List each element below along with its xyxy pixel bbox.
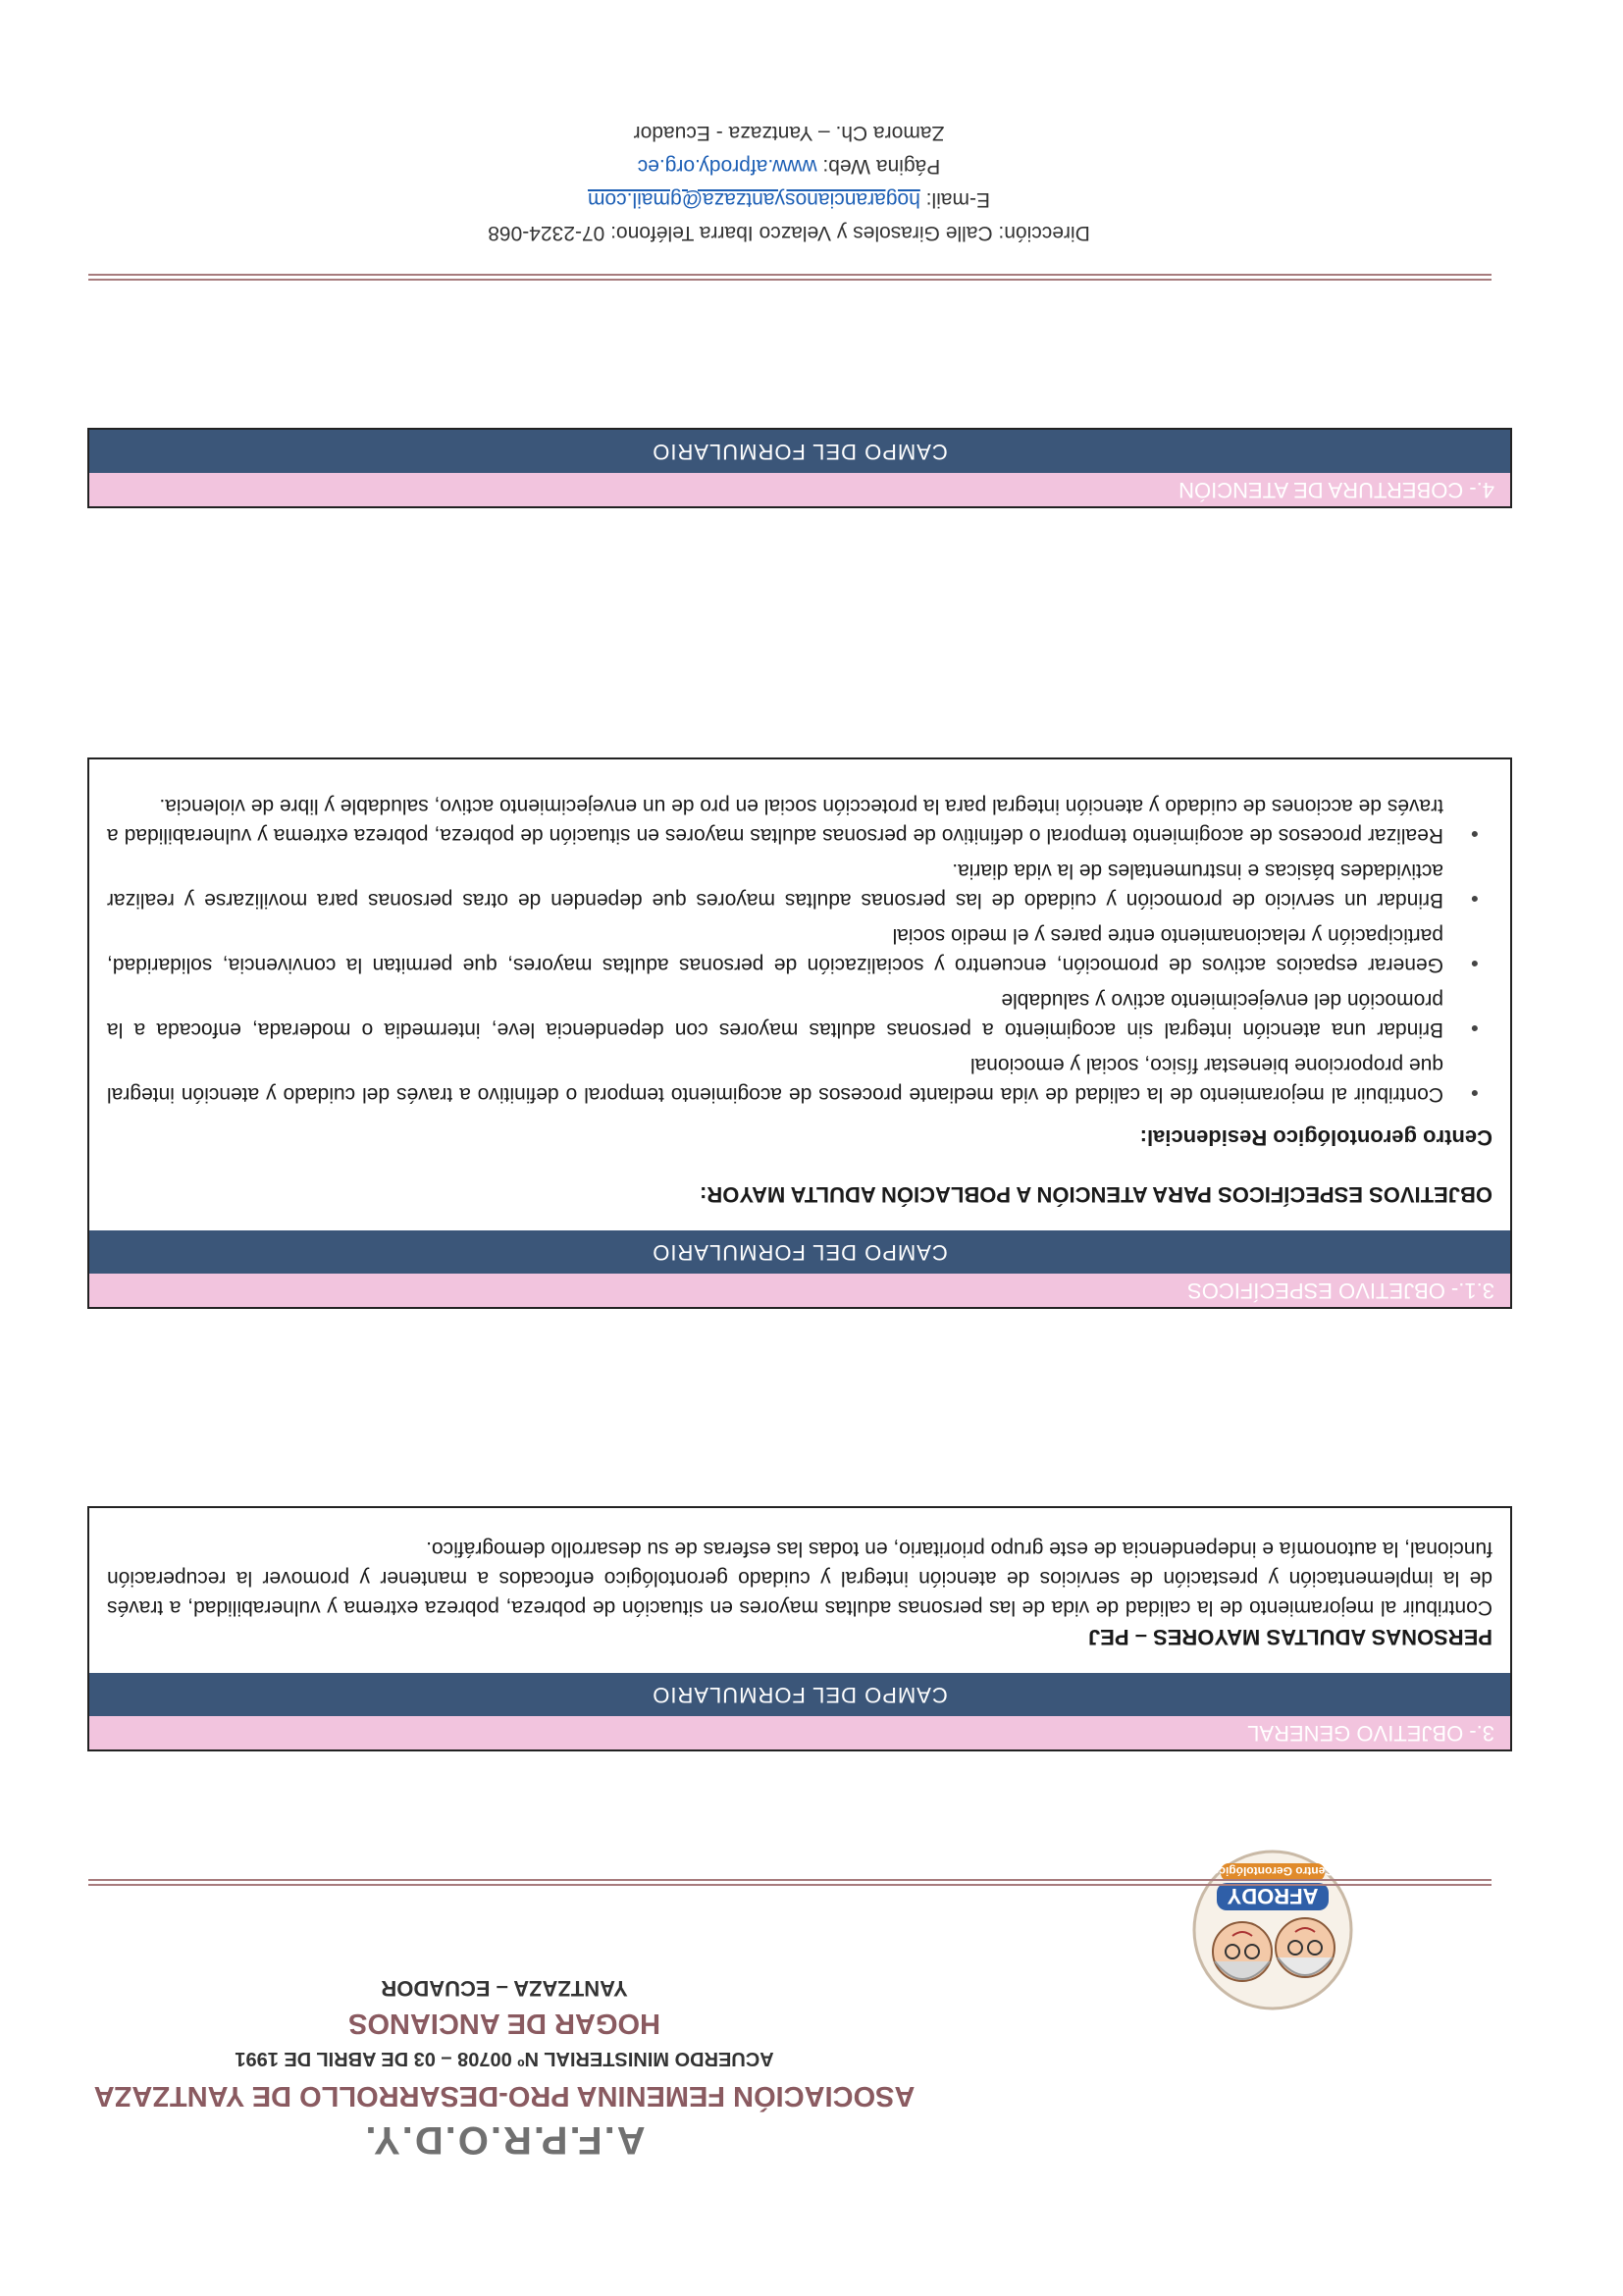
form-field-bar: CAMPO DEL FORMULARIO [89,1673,1510,1716]
association-name: ASOCIACIÓN FEMENINA PRO-DESARROLLO DE YANTZAZA [93,2080,916,2112]
header-divider [88,1879,1492,1886]
section-title: 3.- OBJETIVO GENERAL [89,1716,1510,1749]
web-label: Página Web: [816,155,941,178]
email-line [445,183,1132,216]
section-title: 4.- COBERTURA DE ATENCIÓN [89,473,1510,506]
form-field-bar: CAMPO DEL FORMULARIO [89,430,1510,473]
section-title: 3.1.- OBJETIVO ESPECÍFICOS [89,1274,1510,1307]
residential-center-heading: Centro gerontológico Residencial: [1139,1125,1492,1150]
section-objetivos-especificos [87,757,1512,1309]
home-name: HOGAR DE ANCIANOS [348,2008,660,2039]
logo-subtitle: Centro Gerontológico [1212,1864,1334,1878]
list-item: ● Generar espacios activos de promoción, encuentro y socialización de personas adultas mayores, que permitan la convivencia, solidaridad, participación y relacionamiento entre pares y el medio social [107,920,1443,979]
footer-divider [88,274,1492,281]
letterhead [78,1975,931,2162]
section-body [89,759,1510,1230]
list-item: ● Brindar una atención integral sin acogimiento a personas adultas mayores con dependencia leve, intermedia o moderada, enfocada a la promoción del envejecimiento activo y saludable [107,985,1443,1044]
org-initials: A.F.P.R.O.D.Y. [363,2118,646,2162]
city: Zamora Ch. – Yantzaza - Ecuador [633,122,945,144]
email-link[interactable]: hogarancianosyantzaza@gmail.com [587,188,920,211]
specific-objectives-heading: OBJETIVOS ESPECÍFICOS PARA ATENCIÓN A POBLACIÓN ADULTA MAYOR: [700,1182,1492,1207]
section-objetivo-general [87,1506,1512,1751]
location: YANTZAZA – ECUADOR [381,1976,628,2001]
footer [445,116,1132,249]
section-cobertura [87,428,1512,508]
email-label: E-mail: [919,188,991,211]
list-item: ● Brindar un servicio de promoción y cuidado de las personas adultas mayores que dependen de otras personas para movilizarse y realizar actividades básicas e instrumentales de la vida diaria. [107,856,1443,914]
section-body [89,1508,1510,1673]
address: Dirección: Calle Girasoles y Velazco Ibarra Teléfono: 07-2324-068 [488,222,1090,244]
web-link[interactable]: www.afprody.org.ec [637,155,817,178]
ministerial-agreement: ACUERDO MINISTERIAL Nº 00708 – 03 DE ABRIL DE 1991 [235,2048,774,2069]
list-item: ● Realizar procesos de acogimiento temporal o definitivo de personas adultas mayores en situación de pobreza, pobreza extrema y vulnerabilidad a través de acciones de cuidado y atención integral para la protección social en pro de un envejecimiento activo, saludable y libre de violencia. [107,791,1443,850]
general-objective-text: Contribuir al mejoramiento de la calidad de vida de las personas adultas mayores en situación de pobreza, pobreza extrema y vulnerabilidad, a través de la implementación y prestación de servicios de atención integral y cuidado gerontológico enfocados a mantener y promover la recuperación funcional, la autonomía e independencia de este grupo prioritario, en todas las esferas de su desarrollo demográfico. [107,1538,1492,1619]
web-line [445,149,1132,183]
form-field-bar: CAMPO DEL FORMULARIO [89,1230,1510,1274]
objectives-list [107,791,1492,1109]
logo-name: AFRODY [1227,1884,1319,1908]
target-group: PERSONAS ADULTAS MAYORES – PEJ [1088,1625,1492,1649]
list-item: ● Contribuir al mejoramiento de la calidad de vida mediante procesos de acogimiento temporal o definitivo a través del cuidado y atención integral que proporcione bienestar físico, social y emocional [107,1050,1443,1109]
afrody-logo [1181,1848,1364,2012]
